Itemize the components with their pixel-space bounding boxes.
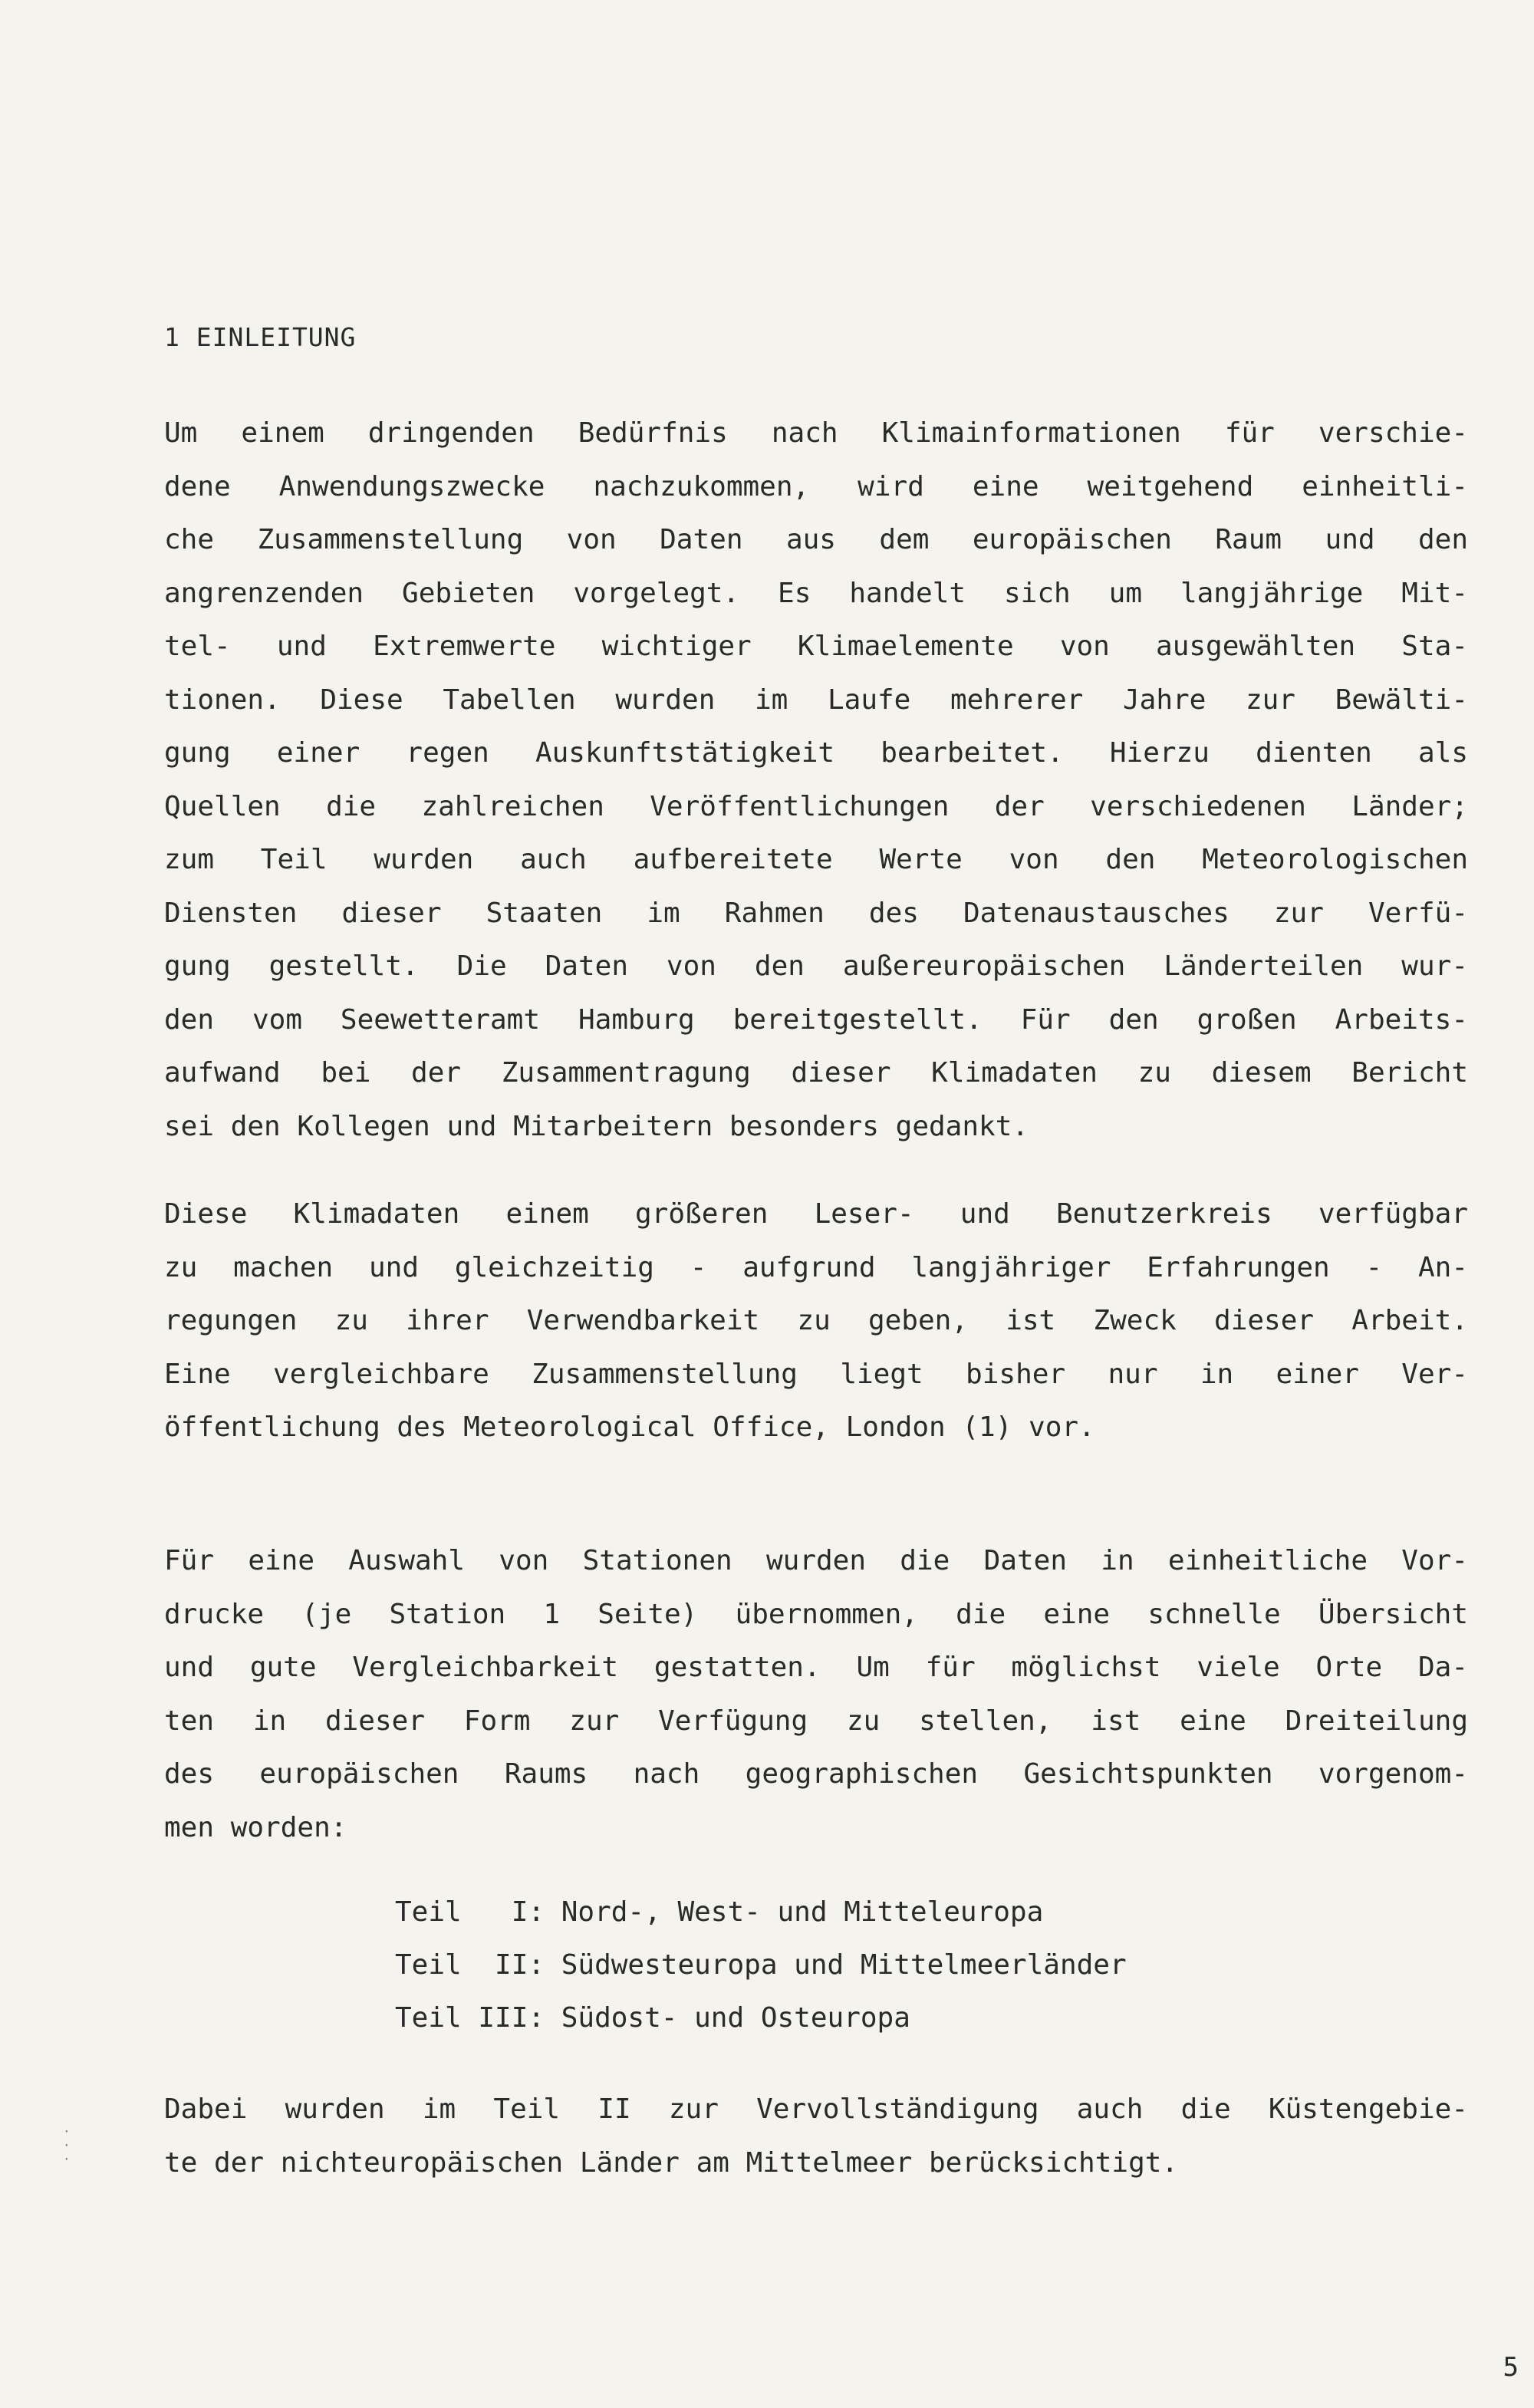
list-item: Teil III: Südost- und Osteuropa xyxy=(395,2002,910,2034)
text-line: te der nichteuropäischen Länder am Mittelmeer berücksichtigt. xyxy=(164,2146,1179,2179)
list-item: Teil II: Südwesteuropa und Mittelmeerländer xyxy=(395,1949,1127,1981)
text-line: gung gestellt. Die Daten von den außereuropäischen Länderteilen wur- xyxy=(164,950,1468,982)
text-line: Diese Klimadaten einem größeren Leser- und Benutzerkreis verfügbar xyxy=(164,1198,1468,1230)
parts-list xyxy=(395,1886,1127,2044)
text-line: und gute Vergleichbarkeit gestatten. Um für möglichst viele Orte Da- xyxy=(164,1652,1468,1683)
text-line: des europäischen Raums nach geographischen Gesichtspunkten vorgenom- xyxy=(164,1758,1468,1790)
text-line: zum Teil wurden auch aufbereitete Werte von den Meteorologischen xyxy=(164,844,1468,875)
paragraph-intro xyxy=(164,407,1468,1153)
text-line: Dabei wurden im Teil II zur Vervollständigung auch die Küstengebie- xyxy=(164,2093,1468,2125)
text-line: men worden: xyxy=(164,1811,347,1843)
text-line: zu machen und gleichzeitig - aufgrund langjähriger Erfahrungen - An- xyxy=(164,1251,1468,1283)
text-line: drucke (je Station 1 Seite) übernommen, die eine schnelle Übersicht xyxy=(164,1598,1468,1630)
text-line: regungen zu ihrer Verwendbarkeit zu geben, ist Zweck dieser Arbeit. xyxy=(164,1305,1468,1336)
text-line: den vom Seewetteramt Hamburg bereitgestellt. Für den großen Arbeits- xyxy=(164,1003,1468,1036)
section-heading: 1 EINLEITUNG xyxy=(164,322,357,352)
text-line: Quellen die zahlreichen Veröffentlichungen der verschiedenen Länder; xyxy=(164,790,1468,822)
text-line: che Zusammenstellung von Daten aus dem europäischen Raum und den xyxy=(164,524,1468,555)
text-line: öffentlichung des Meteorological Office, London (1) vor. xyxy=(164,1412,1095,1443)
text-line: Um einem dringenden Bedürfnis nach Klimainformationen für verschie- xyxy=(164,417,1468,449)
margin-mark: · · · xyxy=(63,2124,71,2166)
text-line: dene Anwendungszwecke nachzukommen, wird eine weitgehend einheitli- xyxy=(164,470,1468,502)
text-line: sei den Kollegen und Mitarbeitern besonders gedankt. xyxy=(164,1110,1029,1142)
text-line: Eine vergleichbare Zusammenstellung liegt bisher nur in einer Ver- xyxy=(164,1358,1468,1390)
text-line: tel- und Extremwerte wichtiger Klimaelemente von ausgewählten Sta- xyxy=(164,631,1468,662)
text-line: ten in dieser Form zur Verfügung zu stellen, ist eine Dreiteilung xyxy=(164,1705,1468,1737)
page-number: 5 xyxy=(1503,2352,1519,2383)
text-line: Diensten dieser Staaten im Rahmen des Datenaustausches zur Verfü- xyxy=(164,897,1468,929)
text-line: angrenzenden Gebieten vorgelegt. Es handelt sich um langjährige Mit- xyxy=(164,577,1468,609)
text-line: tionen. Diese Tabellen wurden im Laufe mehrerer Jahre zur Bewälti- xyxy=(164,684,1468,716)
paragraph-supplement xyxy=(164,2083,1468,2189)
paragraph-selection xyxy=(164,1534,1468,1854)
text-line: gung einer regen Auskunftstätigkeit bearbeitet. Hierzu dienten als xyxy=(164,737,1468,769)
text-line: Für eine Auswahl von Stationen wurden die Daten in einheitliche Vor- xyxy=(164,1545,1468,1576)
paragraph-purpose xyxy=(164,1188,1468,1454)
list-item: Teil I: Nord-, West- und Mitteleuropa xyxy=(395,1896,1044,1928)
text-line: aufwand bei der Zusammentragung dieser Klimadaten zu diesem Bericht xyxy=(164,1057,1468,1089)
